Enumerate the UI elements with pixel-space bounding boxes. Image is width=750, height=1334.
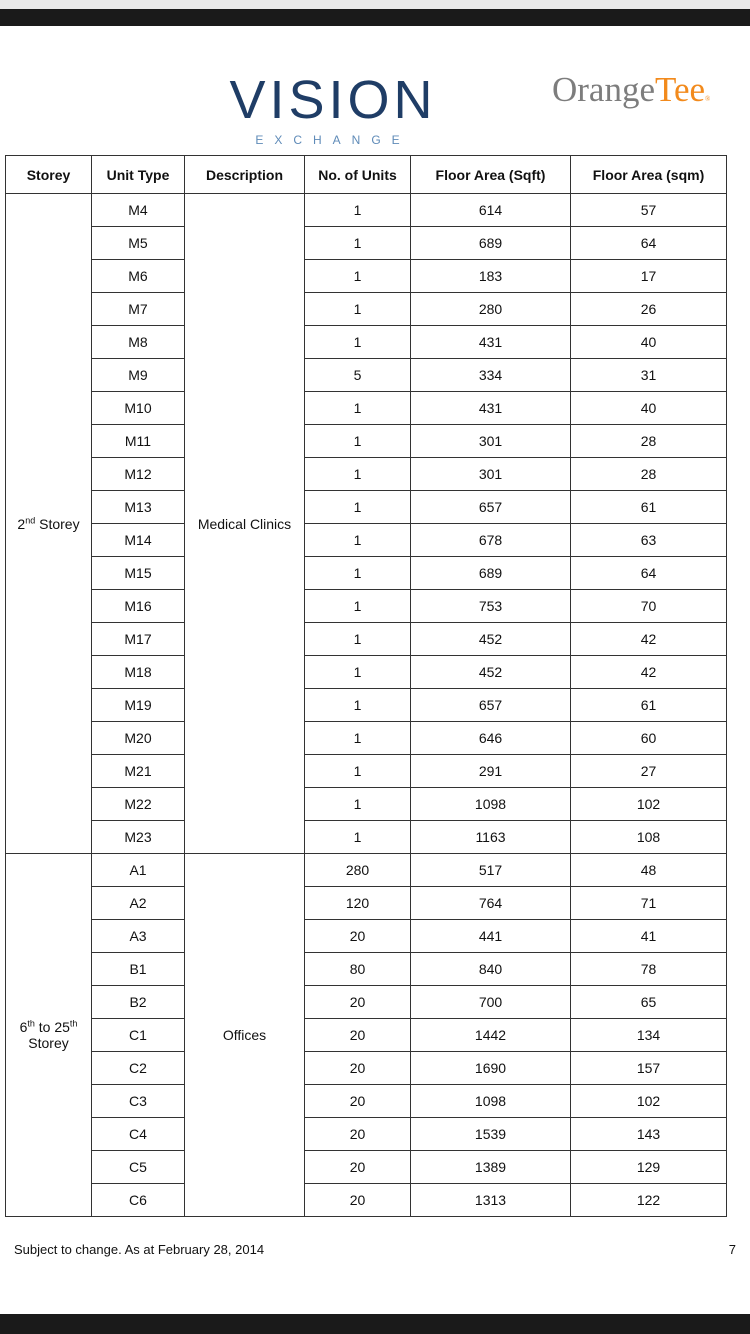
header-description: Description — [185, 156, 305, 194]
floor-area-sqm-cell: 28 — [571, 425, 727, 458]
floor-area-sqm-cell: 61 — [571, 689, 727, 722]
floor-area-sqft-cell: 1389 — [411, 1151, 571, 1184]
unit-type-cell: B1 — [92, 953, 185, 986]
table-body — [6, 194, 727, 1217]
table-row — [6, 1118, 727, 1151]
footer-note: Subject to change. As at February 28, 2014 — [14, 1242, 265, 1257]
bottom-bar — [0, 1314, 750, 1334]
table-row — [6, 854, 727, 887]
storey-number: 2 — [17, 515, 26, 532]
header-storey: Storey — [6, 156, 92, 194]
description-cell: Offices — [185, 854, 305, 1217]
status-bar-highlight — [0, 0, 750, 9]
table-row — [6, 293, 727, 326]
no-of-units-cell: 1 — [305, 590, 411, 623]
floor-area-sqft-cell: 334 — [411, 359, 571, 392]
table-row — [6, 326, 727, 359]
unit-type-cell: M22 — [92, 788, 185, 821]
floor-area-sqm-cell: 70 — [571, 590, 727, 623]
unit-type-cell: M14 — [92, 524, 185, 557]
storey-range-start: 6 — [19, 1019, 28, 1035]
no-of-units-cell: 1 — [305, 722, 411, 755]
floor-area-sqm-cell: 26 — [571, 293, 727, 326]
no-of-units-cell: 1 — [305, 293, 411, 326]
floor-area-sqm-cell: 65 — [571, 986, 727, 1019]
floor-area-sqm-cell: 42 — [571, 656, 727, 689]
orangetee-logo-orange: Orange — [552, 70, 656, 109]
floor-area-sqm-cell: 108 — [571, 821, 727, 854]
no-of-units-cell: 80 — [305, 953, 411, 986]
floor-area-sqm-cell: 61 — [571, 491, 727, 524]
no-of-units-cell: 1 — [305, 656, 411, 689]
unit-type-cell: M15 — [92, 557, 185, 590]
unit-type-cell: M21 — [92, 755, 185, 788]
storey-range-end-suffix: th — [69, 1018, 78, 1029]
no-of-units-cell: 1 — [305, 194, 411, 227]
unit-type-cell: C4 — [92, 1118, 185, 1151]
unit-type-cell: M23 — [92, 821, 185, 854]
floor-area-sqm-cell: 27 — [571, 755, 727, 788]
floor-area-sqm-cell: 64 — [571, 227, 727, 260]
floor-area-sqft-cell: 657 — [411, 689, 571, 722]
floor-area-sqm-cell: 57 — [571, 194, 727, 227]
vision-title: VISION — [229, 70, 437, 130]
floor-area-sqft-cell: 614 — [411, 194, 571, 227]
table-row — [6, 1019, 727, 1052]
floor-area-sqft-cell: 764 — [411, 887, 571, 920]
unit-type-cell: C5 — [92, 1151, 185, 1184]
floor-area-sqft-cell: 183 — [411, 260, 571, 293]
floor-area-sqft-cell: 689 — [411, 557, 571, 590]
floor-area-sqm-cell: 17 — [571, 260, 727, 293]
table-row — [6, 821, 727, 854]
floor-area-sqm-cell: 71 — [571, 887, 727, 920]
table-row — [6, 1085, 727, 1118]
table-row — [6, 986, 727, 1019]
floor-area-sqm-cell: 64 — [571, 557, 727, 590]
unit-type-cell: M16 — [92, 590, 185, 623]
unit-type-cell: M5 — [92, 227, 185, 260]
floor-area-sqft-cell: 280 — [411, 293, 571, 326]
unit-type-cell: M9 — [92, 359, 185, 392]
floor-area-sqft-cell: 1690 — [411, 1052, 571, 1085]
floor-area-sqm-cell: 134 — [571, 1019, 727, 1052]
no-of-units-cell: 20 — [305, 1184, 411, 1217]
floor-area-sqm-cell: 129 — [571, 1151, 727, 1184]
unit-type-cell: M4 — [92, 194, 185, 227]
floor-area-sqft-cell: 452 — [411, 623, 571, 656]
no-of-units-cell: 1 — [305, 557, 411, 590]
floor-area-sqft-cell: 1442 — [411, 1019, 571, 1052]
header-unit-type: Unit Type — [92, 156, 185, 194]
unit-type-cell: M8 — [92, 326, 185, 359]
floor-area-sqm-cell: 63 — [571, 524, 727, 557]
no-of-units-cell: 20 — [305, 920, 411, 953]
floor-area-sqm-cell: 157 — [571, 1052, 727, 1085]
no-of-units-cell: 20 — [305, 1118, 411, 1151]
unit-type-cell: C1 — [92, 1019, 185, 1052]
floor-area-sqft-cell: 1163 — [411, 821, 571, 854]
floor-area-sqm-cell: 102 — [571, 1085, 727, 1118]
table-row — [6, 953, 727, 986]
table-row — [6, 689, 727, 722]
unit-type-cell: M19 — [92, 689, 185, 722]
floor-area-sqm-cell: 122 — [571, 1184, 727, 1217]
floor-area-sqm-cell: 102 — [571, 788, 727, 821]
floor-area-sqm-cell: 60 — [571, 722, 727, 755]
no-of-units-cell: 1 — [305, 326, 411, 359]
vision-exchange-logo — [222, 70, 444, 150]
description-cell: Medical Clinics — [185, 194, 305, 854]
no-of-units-cell: 1 — [305, 788, 411, 821]
table-row — [6, 392, 727, 425]
no-of-units-cell: 20 — [305, 1052, 411, 1085]
table-row — [6, 1052, 727, 1085]
floor-area-sqft-cell: 1098 — [411, 788, 571, 821]
storey-cell — [6, 854, 92, 1217]
table-row — [6, 491, 727, 524]
header-no-of-units: No. of Units — [305, 156, 411, 194]
floor-area-sqft-cell: 1098 — [411, 1085, 571, 1118]
no-of-units-cell: 1 — [305, 260, 411, 293]
floor-area-sqm-cell: 31 — [571, 359, 727, 392]
unit-type-cell: M18 — [92, 656, 185, 689]
no-of-units-cell: 20 — [305, 1085, 411, 1118]
no-of-units-cell: 120 — [305, 887, 411, 920]
floor-area-sqft-cell: 689 — [411, 227, 571, 260]
table-row — [6, 656, 727, 689]
floor-area-sqft-cell: 1539 — [411, 1118, 571, 1151]
unit-type-cell: A1 — [92, 854, 185, 887]
storey-cell — [6, 194, 92, 854]
floor-area-sqm-cell: 40 — [571, 392, 727, 425]
table-row — [6, 788, 727, 821]
unit-type-cell: C2 — [92, 1052, 185, 1085]
storey-label: Storey — [35, 515, 80, 532]
unit-breakdown-table — [5, 155, 727, 1217]
table-row — [6, 194, 727, 227]
floor-area-sqft-cell: 291 — [411, 755, 571, 788]
floor-area-sqm-cell: 42 — [571, 623, 727, 656]
floor-area-sqft-cell: 301 — [411, 425, 571, 458]
table-row — [6, 755, 727, 788]
floor-area-sqft-cell: 301 — [411, 458, 571, 491]
floor-area-sqm-cell: 143 — [571, 1118, 727, 1151]
floor-area-sqft-cell: 700 — [411, 986, 571, 1019]
table-row — [6, 227, 727, 260]
no-of-units-cell: 1 — [305, 425, 411, 458]
table-row — [6, 1184, 727, 1217]
floor-area-sqft-cell: 840 — [411, 953, 571, 986]
floor-area-sqm-cell: 40 — [571, 326, 727, 359]
no-of-units-cell: 1 — [305, 227, 411, 260]
floor-area-sqft-cell: 753 — [411, 590, 571, 623]
unit-type-cell: A3 — [92, 920, 185, 953]
unit-type-cell: M11 — [92, 425, 185, 458]
no-of-units-cell: 5 — [305, 359, 411, 392]
storey-label: Storey — [28, 1035, 69, 1051]
floor-area-sqft-cell: 441 — [411, 920, 571, 953]
no-of-units-cell: 20 — [305, 986, 411, 1019]
table-row — [6, 590, 727, 623]
no-of-units-cell: 1 — [305, 821, 411, 854]
no-of-units-cell: 20 — [305, 1151, 411, 1184]
floor-area-sqft-cell: 431 — [411, 326, 571, 359]
header-floor-area-sqft: Floor Area (Sqft) — [411, 156, 571, 194]
unit-type-cell: M13 — [92, 491, 185, 524]
floor-area-sqft-cell: 646 — [411, 722, 571, 755]
floor-area-sqm-cell: 41 — [571, 920, 727, 953]
no-of-units-cell: 1 — [305, 491, 411, 524]
no-of-units-cell: 1 — [305, 392, 411, 425]
floor-area-sqft-cell: 1313 — [411, 1184, 571, 1217]
table-row — [6, 623, 727, 656]
storey-suffix: nd — [25, 514, 36, 525]
table-row — [6, 920, 727, 953]
storey-range-start-suffix: th — [27, 1018, 35, 1029]
table-header-row — [6, 156, 727, 194]
header-floor-area-sqm: Floor Area (sqm) — [571, 156, 727, 194]
table-row — [6, 359, 727, 392]
no-of-units-cell: 1 — [305, 524, 411, 557]
exchange-subtitle: EXCHANGE — [255, 133, 411, 147]
floor-area-sqft-cell: 678 — [411, 524, 571, 557]
table-row — [6, 458, 727, 491]
unit-type-cell: M12 — [92, 458, 185, 491]
no-of-units-cell: 1 — [305, 689, 411, 722]
unit-type-cell: M10 — [92, 392, 185, 425]
table-row — [6, 1151, 727, 1184]
orangetee-logo — [552, 70, 712, 110]
unit-type-cell: B2 — [92, 986, 185, 1019]
page-number: 7 — [728, 1242, 736, 1257]
table-row — [6, 722, 727, 755]
orangetee-logo-mark: ® — [705, 95, 711, 103]
no-of-units-cell: 280 — [305, 854, 411, 887]
floor-area-sqm-cell: 78 — [571, 953, 727, 986]
floor-area-sqft-cell: 517 — [411, 854, 571, 887]
floor-area-sqft-cell: 452 — [411, 656, 571, 689]
storey-range-end: to 25 — [34, 1019, 70, 1035]
unit-type-cell: M20 — [92, 722, 185, 755]
no-of-units-cell: 1 — [305, 458, 411, 491]
unit-type-cell: C3 — [92, 1085, 185, 1118]
unit-type-cell: M6 — [92, 260, 185, 293]
orangetee-logo-tee: Tee — [655, 70, 706, 109]
floor-area-sqft-cell: 431 — [411, 392, 571, 425]
unit-type-cell: A2 — [92, 887, 185, 920]
table-row — [6, 524, 727, 557]
table-row — [6, 557, 727, 590]
unit-type-cell: C6 — [92, 1184, 185, 1217]
unit-type-cell: M17 — [92, 623, 185, 656]
floor-area-sqm-cell: 28 — [571, 458, 727, 491]
unit-type-cell: M7 — [92, 293, 185, 326]
floor-area-sqft-cell: 657 — [411, 491, 571, 524]
table-row — [6, 425, 727, 458]
floor-area-sqm-cell: 48 — [571, 854, 727, 887]
table-row — [6, 887, 727, 920]
no-of-units-cell: 20 — [305, 1019, 411, 1052]
no-of-units-cell: 1 — [305, 623, 411, 656]
no-of-units-cell: 1 — [305, 755, 411, 788]
table-row — [6, 260, 727, 293]
